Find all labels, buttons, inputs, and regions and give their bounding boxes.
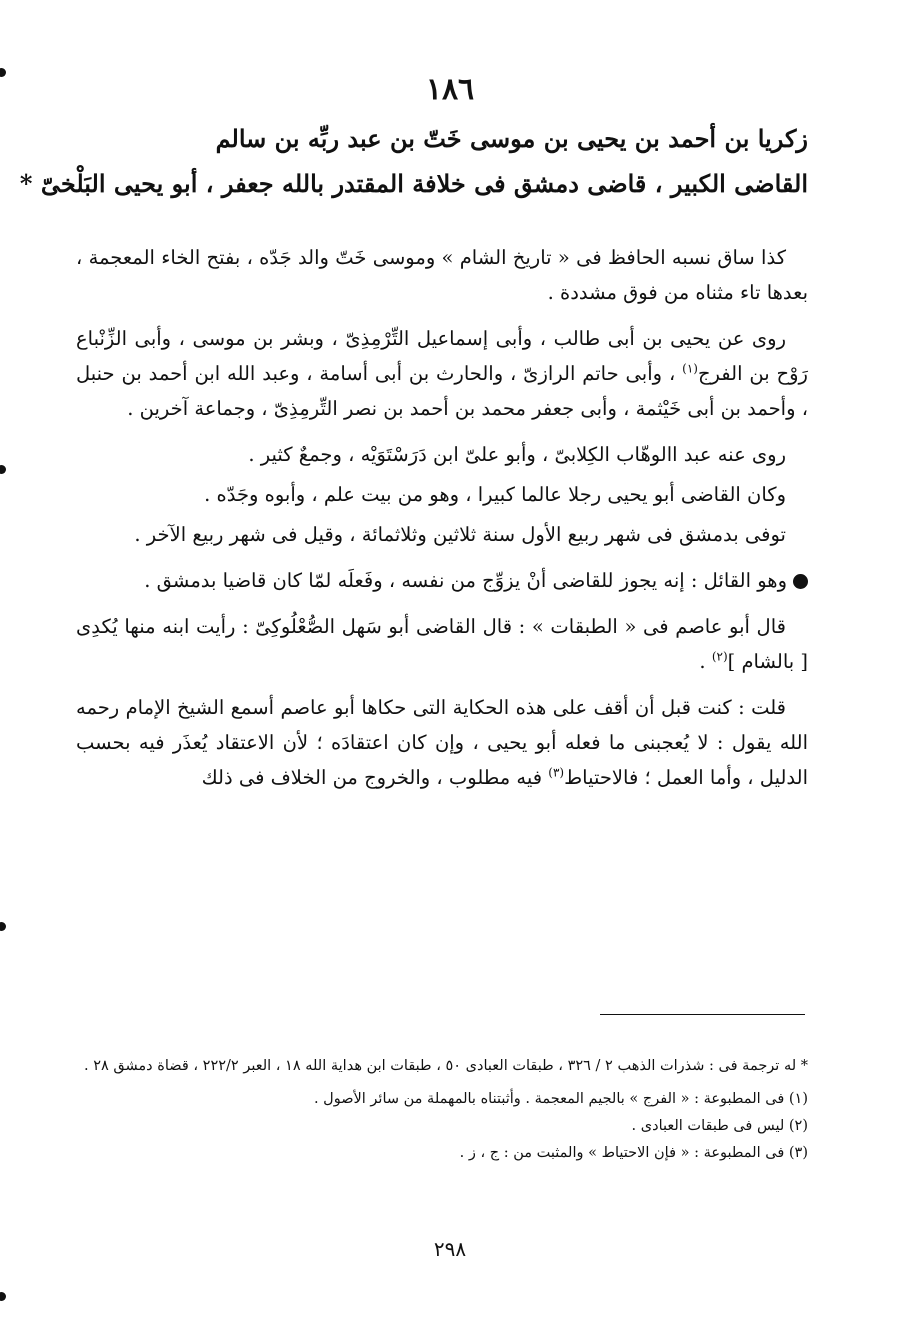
entry-heading-line-2: القاضى الكبير ، قاضى دمشق فى خلافة المقتدر بالله جعفر ، أبو يحيى البَلْخىّ * [19, 169, 808, 198]
entry-number: ١٨٦ [425, 72, 475, 107]
page-number: ٢٩٨ [433, 1237, 467, 1261]
paragraph-biography: وكان القاضى أبو يحيى رجلا عالما كبيرا ، وهو من بيت علم ، وأبوه وجَدّه . [204, 483, 786, 506]
paragraph-death: توفى بدمشق فى شهر ربيع الأول سنة ثلاثين وثلاثمائة ، وقيل فى شهر ربيع الآخر . [134, 523, 786, 546]
footnotes [78, 1053, 808, 1167]
entry-body [76, 240, 808, 806]
footnote-1: (١) فى المطبوعة : « الفرج » بالجيم المعجمة . وأثبتناه بالمهملة من سائر الأصول . [313, 1091, 808, 1107]
paragraph-text: فيه مطلوب ، والخروج من الخلاف فى ذلك [201, 766, 549, 789]
footnote-separator [600, 1014, 805, 1015]
paragraph-text: روى عن يحيى بن أبى طالب ، وأبى إسماعيل التِّرْمِذِىّ ، وبشر بن موسى ، وأبى الزِّنْباع رَوْح بن الفرج [76, 327, 808, 385]
footnote-reference: (٢) [711, 649, 728, 664]
paragraph-text: ، وأبى حاتم الرازىّ ، والحارث بن أبى أسامة ، وعبد الله ابن أحمد بن حنبل ، وأحمد بن أبى خَيْثمة ، وأبى جعفر محمد بن أحمد بن نصر التِّرمِذِىّ ، وجماعة آخرين . [76, 362, 808, 420]
paragraph-lineage: كذا ساق نسبه الحافظ فى « تاريخ الشام » وموسى خَتّ والد جَدّه ، بفتح الخاء المعجمة ، بعدها تاء مثناه من فوق مشددة . [76, 246, 808, 304]
paragraph-saying [76, 563, 808, 598]
paragraph-text: قلت : كنت قبل أن أقف على هذه الحكاية التى حكاها أبو عاصم أسمع الشيخ الإمام رحمه الله يقول : لا يُعجبنى ما فعله أبو يحيى ، وإن كان اعتقادَه ؛ لأن الاعتقاد يُعذَر فيه بحسب الدليل ، وأما العمل ؛ فالاحتياط [76, 696, 808, 789]
footnote-2: (٢) ليس فى طبقات العبادى . [631, 1118, 808, 1134]
entry-heading-line-1: زكريا بن أحمد بن يحيى بن موسى خَتّ بن عبد ربِّه بن سالم [215, 124, 808, 153]
footnote-reference: (٣) [548, 765, 565, 780]
margin-mark [0, 1292, 6, 1301]
paragraph-text: قال أبو عاصم فى « الطبقات » : قال القاضى أبو سَهل الصُّعْلُوكِىّ : رأيت ابنه منها يُكدِى [ بالشام ] [76, 615, 808, 673]
paragraph-text: . [699, 650, 712, 673]
paragraph-narrated-by: روى عنه عبد االوهّاب الكِلابىّ ، وأبو علىّ ابن دَرَسْتَوَيْه ، وجمعٌ كثير . [248, 443, 786, 466]
paragraph-abu-asim [76, 609, 808, 679]
bullet-dot-icon [793, 574, 808, 589]
margin-mark [0, 465, 6, 474]
paragraph-commentary [76, 690, 808, 795]
footnote-3: (٣) فى المطبوعة : « فإن الاحتياط » والمثبت من : ج ، ز . [459, 1145, 808, 1161]
margin-mark [0, 922, 6, 931]
footnote-reference: (١) [682, 361, 698, 376]
paragraph-text: وهو القائل : إنه يجوز للقاضى أنْ يزوِّج من نفسه ، وفَعلَه لمّا كان قاضيا بدمشق . [144, 569, 787, 592]
footnote-sources: * له ترجمة فى : شذرات الذهب ٢ / ٣٢٦ ، طبقات العبادى ٥٠ ، طبقات ابن هداية الله ١٨ ، العبر ٢٢٢/٢ ، قضاة دمشق ٢٨ . [83, 1058, 808, 1074]
paragraph-narrated-from [76, 321, 808, 426]
